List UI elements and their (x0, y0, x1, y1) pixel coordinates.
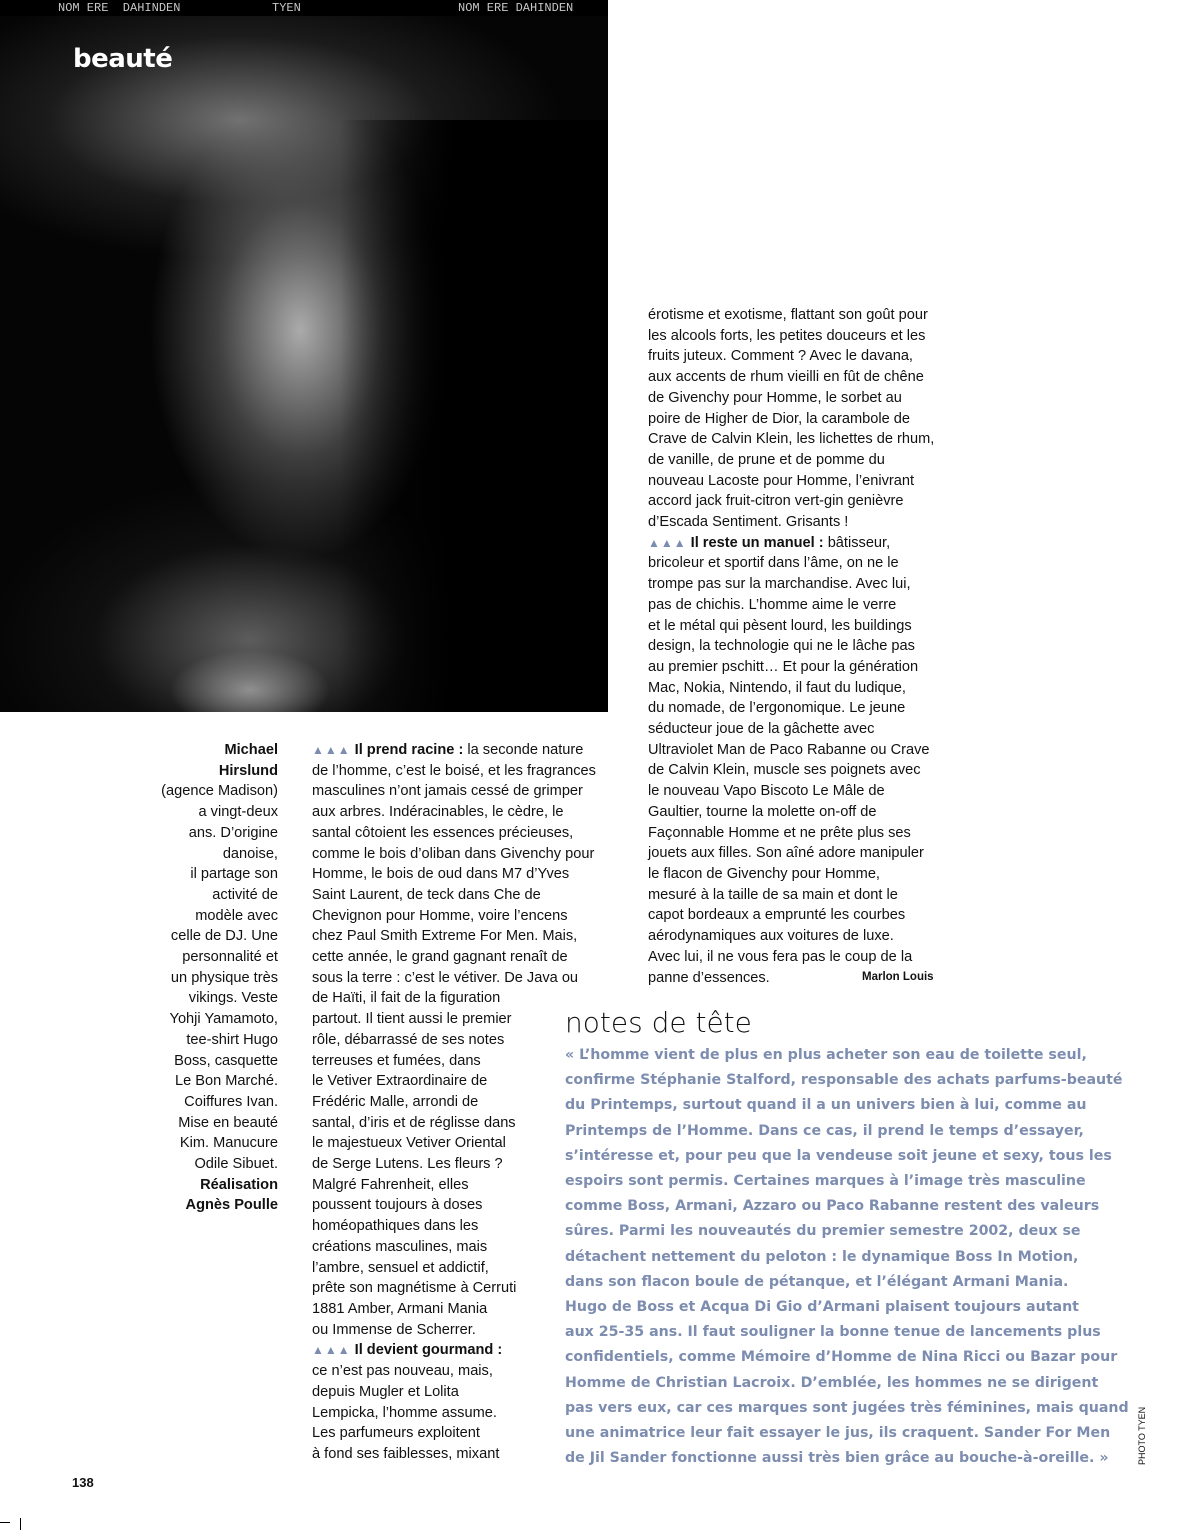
text-line: modèle avec (195, 907, 278, 924)
triangle-markers-icon: ▲▲▲ (648, 535, 687, 550)
photo-credit: PHOTO TYEN (1137, 1406, 1147, 1465)
text-line: chez Paul Smith Extreme For Men. Mais, (312, 928, 578, 945)
text-run: bâtisseur, (823, 534, 891, 551)
text-line: Homme, le bois de oud dans M7 d’Yves (312, 866, 570, 883)
text-line: Printemps de l’Homme. Dans ce cas, il prend le temps d’essayer, (565, 1122, 1084, 1139)
text-line: comme Boss, Armani, Azzaro ou Paco Rabanne restent des valeurs (565, 1198, 1100, 1215)
text-line: de Jil Sander fonctionne aussi très bien grâce au bouche-à-oreille. » (565, 1450, 1109, 1467)
text-line: trompe pas sur la marchandise. Avec lui, (648, 576, 911, 593)
text-line: le flacon de Givenchy pour Homme, (648, 865, 880, 882)
text-line: santal, d’iris et de réglisse dans (312, 1114, 516, 1131)
text-line: Chevignon pour Homme, voire l’encens (312, 907, 568, 924)
text-line: le Vetiver Extraordinaire de (312, 1073, 488, 1090)
text-line: Kim. Manucure (179, 1135, 278, 1152)
crop-mark (20, 1518, 21, 1530)
text-line: il partage son (190, 866, 278, 883)
text-line: jouets aux filles. Son aîné adore manipuler (648, 845, 924, 862)
lead-in: Il prend racine : (354, 742, 464, 758)
text-line: Façonnable Homme et ne prête plus ses (648, 824, 911, 841)
page-number: 138 (72, 1475, 94, 1490)
text-line: Mac, Nokia, Nintendo, il faut du ludique, (648, 679, 906, 696)
text-line: Agnès Poulle (185, 1197, 278, 1214)
text-line (312, 1340, 596, 1361)
text-line: aérodynamiques aux voitures de luxe. (648, 928, 894, 945)
text-line: Avec lui, il ne vous fera pas le coup de la (648, 948, 913, 965)
text-line: Mise en beauté (178, 1114, 278, 1131)
text-line: d’Escada Sentiment. Grisants ! (648, 514, 849, 531)
text-line: Boss, casquette (174, 1052, 278, 1069)
author-signature: Marlon Louis (862, 971, 934, 983)
text-line: et le métal qui pèsent lourd, les buildings (648, 617, 912, 634)
text-line: un physique très (170, 969, 278, 986)
text-line: confidentiels, comme Mémoire d’Homme de Nina Ricci ou Bazar pour (565, 1349, 1118, 1366)
text-line: santal côtoient les essences précieuses, (312, 824, 574, 841)
text-line: Homme de Christian Lacroix. D’emblée, les hommes ne se dirigent (565, 1374, 1099, 1391)
section-title: beauté (73, 44, 173, 74)
text-line (312, 740, 596, 761)
text-line: poire de Higher de Dior, la carambole de (648, 410, 911, 427)
text-line: Ultraviolet Man de Paco Rabanne ou Crave (648, 741, 930, 758)
text-line: 1881 Amber, Armani Mania (312, 1300, 488, 1317)
text-line: s’intéresse et, pour peu que la vendeuse soit jeune et sexy, tous les (565, 1147, 1112, 1164)
text-line: Crave de Calvin Klein, les lichettes de rhum, (648, 431, 935, 448)
strip-text-left: NOM ERE DAHINDEN (58, 1, 181, 15)
text-line: prête son magnétisme à Cerruti (312, 1280, 517, 1297)
text-line: Coiffures Ivan. (184, 1093, 278, 1110)
text-line: Lempicka, l’homme assume. (312, 1404, 497, 1421)
text-line: panne d’essences. (648, 969, 770, 986)
text-line: au premier pschitt… Et pour la génération (648, 658, 919, 675)
text-line: détachent nettement du peloton : le dynamique Boss In Motion, (565, 1248, 1079, 1265)
text-line: danoise, (222, 845, 278, 862)
text-line: de Givenchy pour Homme, le sorbet au (648, 389, 902, 406)
text-line: le majestueux Vetiver Oriental (312, 1135, 506, 1152)
text-line: Frédéric Malle, arrondi de (312, 1093, 479, 1110)
text-line: fruits juteux. Comment ? Avec le davana, (648, 348, 913, 365)
text-line: mesuré à la taille de sa main et dont le (648, 886, 898, 903)
text-line: créations masculines, mais (312, 1238, 488, 1255)
text-line: Saint Laurent, de teck dans Che de (312, 886, 541, 903)
notes-quote (565, 1043, 1129, 1471)
text-line: accord jack fruit-citron vert-gin genièvre (648, 493, 904, 510)
article-column-2 (648, 305, 934, 988)
text-line: Hugo de Boss et Acqua Di Gio d’Armani plaisent toujours autant (565, 1299, 1079, 1316)
text-line: l’ambre, sensuel et addictif, (312, 1259, 489, 1276)
text-line: le nouveau Vapo Biscoto Le Mâle de (648, 783, 885, 800)
text-line (648, 533, 934, 554)
lead-in: Il reste un manuel : (690, 534, 824, 551)
text-line: Le Bon Marché. (174, 1073, 278, 1090)
text-line: « L’homme vient de plus en plus acheter son eau de toilette seul, (565, 1047, 1087, 1063)
text-line: séducteur joue de la gâchette avec (648, 721, 875, 738)
text-line: cette année, le grand gagnant renaît de (312, 949, 568, 966)
portrait-photo (0, 0, 608, 712)
text-line: homéopathiques dans les (312, 1218, 479, 1235)
text-line: une animatrice leur fait essayer le jus, ils craquent. Sander For Men (565, 1425, 1111, 1442)
text-line: Gaultier, tourne la molette on-off de (648, 803, 877, 820)
text-line: a vingt-deux (198, 804, 278, 821)
text-line: dans son flacon boule de pétanque, et l’élégant Armani Mania. (565, 1273, 1069, 1290)
text-line: bricoleur et sportif dans l’âme, on ne le (648, 555, 899, 572)
text-line: du Printemps, surtout quand il a un univers bien à lui, comme au (565, 1097, 1087, 1114)
text-line: à fond ses faiblesses, mixant (312, 1445, 500, 1462)
article-column-1 (312, 740, 596, 1465)
notes-heading: notes de tête (565, 1006, 752, 1039)
text-line: Réalisation (200, 1176, 278, 1193)
lead-in: Il devient gourmand : (354, 1342, 503, 1359)
photo-caption (120, 740, 278, 1216)
text-line: poussent toujours à doses (312, 1197, 483, 1214)
text-line: sûres. Parmi les nouveautés du premier semestre 2002, deux se (565, 1223, 1081, 1240)
triangle-markers-icon: ▲▲▲ (312, 1343, 351, 1358)
text-line: design, la technologie qui ne le lâche pas (648, 638, 915, 655)
text-line: masculines n’ont jamais cessé de grimper (312, 783, 583, 800)
text-line: aux 25-35 ans. Il faut souligner la bonne tenue de lancements plus (565, 1324, 1101, 1341)
text-line: depuis Mugler et Lolita (312, 1383, 459, 1400)
text-line: sous la terre : c’est le vétiver. De Java ou (312, 969, 579, 986)
text-line: ans. D’origine (188, 824, 278, 841)
text-line: Michael (224, 742, 278, 758)
text-line: vikings. Veste (188, 990, 278, 1007)
text-line: aux accents de rhum vieilli en fût de chêne (648, 369, 924, 386)
photo-film-strip (0, 0, 608, 16)
text-line: personnalité et (182, 949, 278, 966)
text-line: érotisme et exotisme, flattant son goût pour (648, 307, 928, 323)
strip-text-right: NOM ERE DAHINDEN (458, 1, 574, 15)
text-line: capot bordeaux a emprunté les courbes (648, 907, 906, 924)
text-line: Les parfumeurs exploitent (312, 1425, 480, 1442)
text-line: activité de (212, 886, 278, 903)
text-line: de Haïti, il fait de la figuration (312, 990, 501, 1007)
text-line: Odile Sibuet. (194, 1156, 278, 1173)
text-line: pas de chichis. L’homme aime le verre (648, 596, 897, 613)
text-line: les alcools forts, les petites douceurs et les (648, 327, 926, 344)
text-line: espoirs sont permis. Certaines marques à l’image très masculine (565, 1173, 1086, 1190)
text-line: rôle, débarrassé de ses notes (312, 1031, 505, 1048)
photo-shadow (340, 120, 608, 712)
strip-text-center: TYEN (272, 1, 301, 15)
text-line: (agence Madison) (161, 783, 278, 800)
text-line: Hirslund (218, 762, 278, 779)
text-run: la seconde nature (463, 742, 584, 758)
text-line: confirme Stéphanie Stalford, responsable des achats parfums-beauté (565, 1072, 1123, 1089)
text-line: ou Immense de Scherrer. (312, 1321, 476, 1338)
text-line: comme le bois d’oliban dans Givenchy pour (312, 845, 595, 862)
text-line: du nomade, de l’ergonomique. Le jeune (648, 700, 906, 717)
crop-mark (0, 1522, 10, 1523)
text-line: de vanille, de prune et de pomme du (648, 451, 885, 468)
text-line: pas vers eux, car ces marques sont jugées très féminines, mais quand (565, 1399, 1129, 1416)
text-line: nouveau Lacoste pour Homme, l’enivrant (648, 472, 915, 489)
text-line: Malgré Fahrenheit, elles (312, 1176, 469, 1193)
text-line: tee-shirt Hugo (186, 1031, 278, 1048)
text-line: partout. Il tient aussi le premier (312, 1011, 512, 1028)
text-line: Yohji Yamamoto, (169, 1011, 278, 1028)
text-line: aux arbres. Indéracinables, le cèdre, le (312, 804, 564, 821)
text-line: de Serge Lutens. Les fleurs ? (312, 1156, 503, 1173)
text-line: de l’homme, c’est le boisé, et les fragrances (312, 762, 596, 779)
text-line: de Calvin Klein, muscle ses poignets avec (648, 762, 921, 779)
text-line: terreuses et fumées, dans (312, 1052, 481, 1069)
text-line: ce n’est pas nouveau, mais, (312, 1363, 493, 1380)
text-line: celle de DJ. Une (170, 928, 278, 945)
triangle-markers-icon: ▲▲▲ (312, 743, 351, 757)
